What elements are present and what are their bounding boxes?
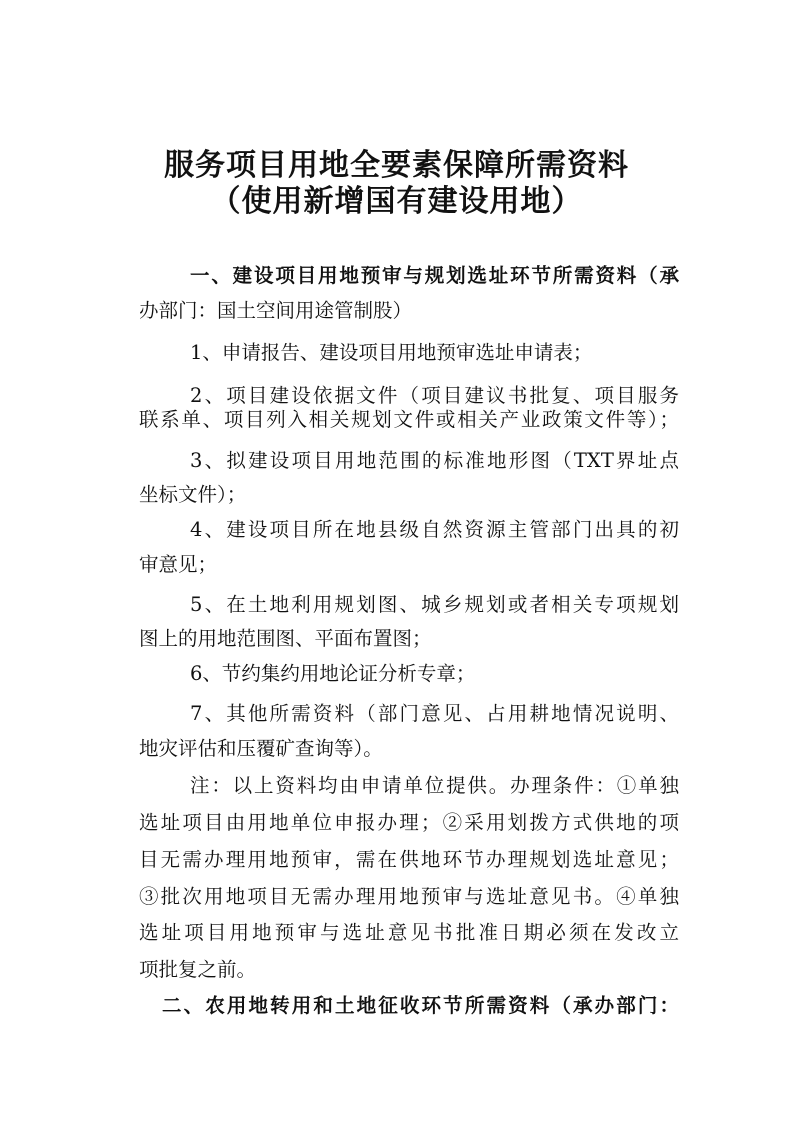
note-line-2: 选址项目由用地单位申报办理；②采用划拨方式供地的项 [139, 811, 679, 834]
note-line-5: 选址项目用地预审与选址意见书批准日期必须在发改立 [139, 921, 679, 944]
item-4: 4、建设项目所在地县级自然资源主管部门出具的初 [190, 518, 679, 541]
item-3: 3、拟建设项目用地范围的标准地形图（TXT界址点 [190, 449, 679, 472]
item-3-cont: 坐标文件）； [139, 483, 247, 506]
item-5-cont: 图上的用地范围图、平面布置图； [139, 627, 432, 650]
note-line-3: 目无需办理用地预审，需在供地环节办理规划选址意见； [139, 848, 679, 871]
note-line-1: 注：以上资料均由申请单位提供。办理条件：①单独 [190, 774, 679, 797]
note-line-4: ③批次用地项目无需办理用地预审与选址意见书。④单独 [139, 885, 679, 908]
item-7-cont: 地灾评估和压覆矿查询等）。 [139, 737, 383, 760]
item-7: 7、其他所需资料（部门意见、占用耕地情况说明、 [190, 702, 679, 725]
item-5: 5、在土地利用规划图、城乡规划或者相关专项规划 [190, 593, 679, 616]
document-subtitle: （使用新增国有建设用地） [210, 184, 583, 219]
item-2-cont: 联系单、项目列入相关规划文件或相关产业政策文件等）； [139, 408, 679, 431]
item-4-cont: 审意见； [139, 553, 218, 576]
section-1-heading-cont: 办部门：国土空间用途管制股） [139, 299, 413, 322]
item-2: 2、项目建设依据文件（项目建议书批复、项目服务 [190, 384, 679, 407]
section-1-heading: 一、建设项目用地预审与规划选址环节所需资料（承 [190, 264, 679, 287]
document-title: 服务项目用地全要素保障所需资料 [164, 148, 629, 183]
item-6: 6、节约集约用地论证分析专章； [190, 662, 476, 685]
item-1: 1、申请报告、建设项目用地预审选址申请表； [190, 341, 593, 364]
note-line-6: 项批复之前。 [139, 958, 257, 981]
section-2-heading: 二、农用地转用和土地征收环节所需资料（承办部门： [162, 994, 679, 1017]
